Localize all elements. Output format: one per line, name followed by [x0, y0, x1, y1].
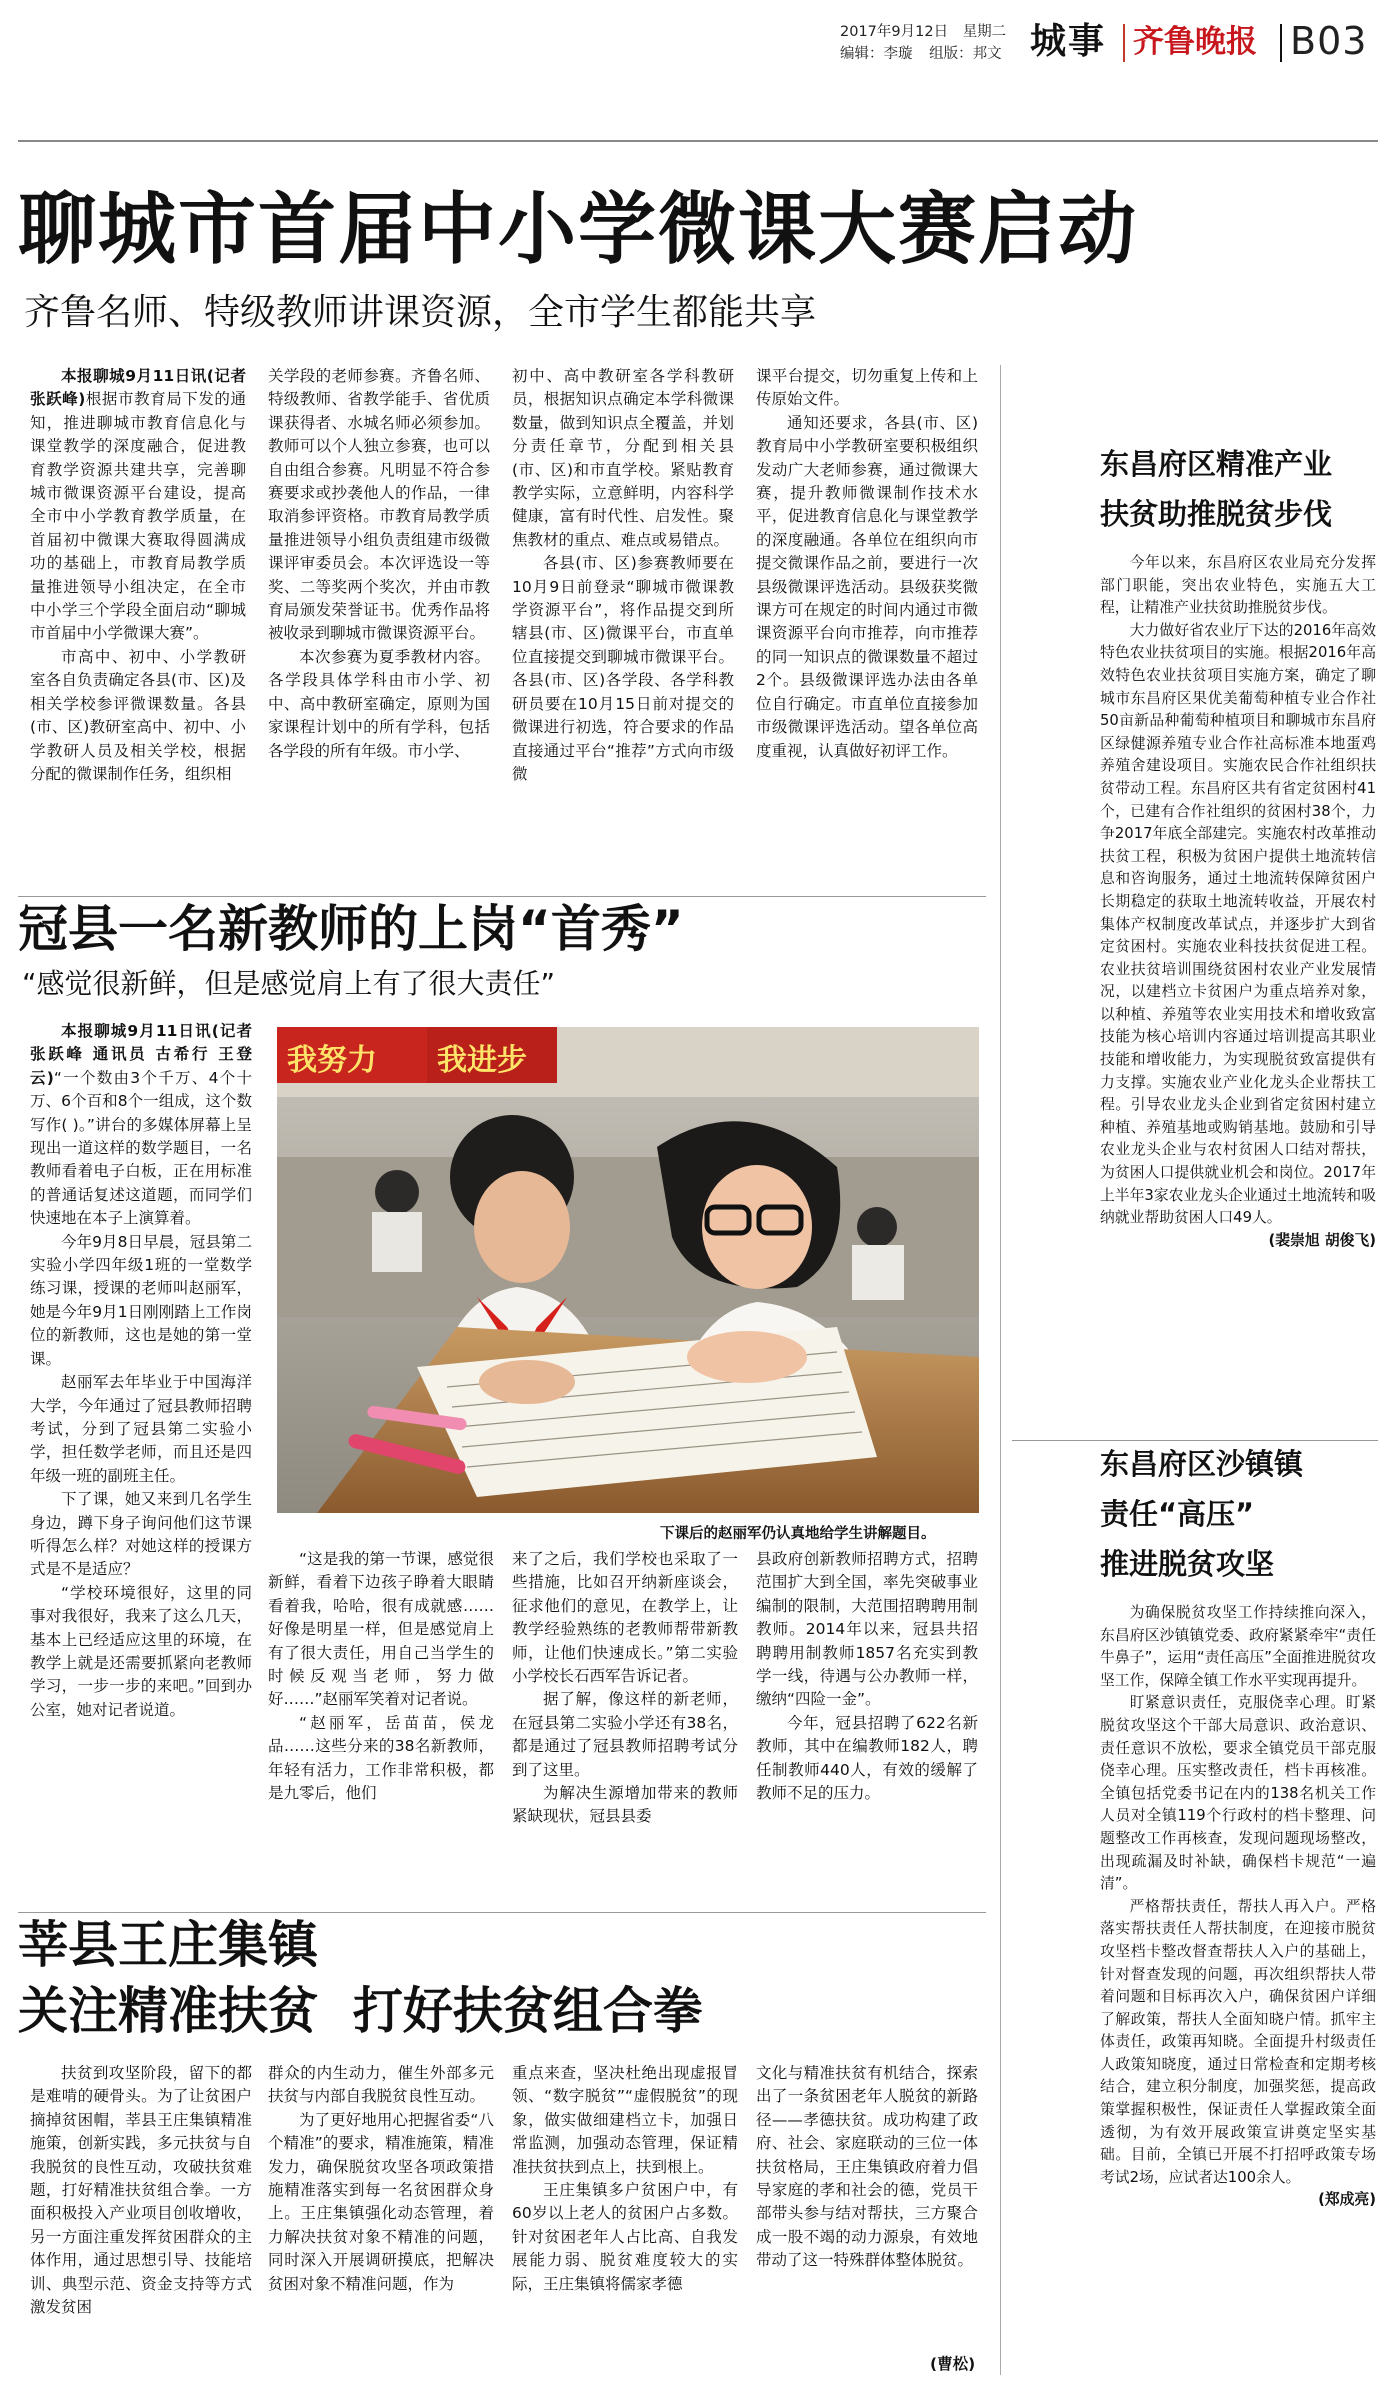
article1-dateline: 本报聊城9月11日讯(记者 张跃峰): [30, 367, 246, 409]
article1-column-2: 关学段的老师参赛。齐鲁名师、特级教师、省教学能手、省优质课获得者、水城名师必须参加。教师可以个人独立参赛，也可以自由组合参赛。凡明显不符合参赛要求或抄袭他人的作品，一律取消参评资格。市教育局教学质量推进领导小组负责组建市级微课评审委员会。本次评选设一等奖、二等奖两个奖次，并由市教育局颁发荣誉证书。优秀作品将被收录到聊城市微课资源平台。 本次参赛为夏季教材内容。各学段具体学科由市小学、初中、高中教研室确定，原则为国家课程计划中的所有学科，包括各学段的所有年级。市小学、: [268, 367, 490, 760]
article3-title-line2: 关注精准扶贫 打好扶贫组合拳: [18, 1982, 703, 2040]
article3-column-3: 重点来查，坚决杜绝出现虚报冒领、“数字脱贫”“虚假脱贫”的现象，做实做细建档立卡，加强日常监测，加强动态管理，保证精准扶贫扶到点上，扶到根上。 王庄集镇多户贫困户中，有60岁以上老人的贫困户占多数。针对贫困老年人占比高、自我发展能力弱、脱贫难度较大的实际，王庄集镇将儒家孝德: [512, 2064, 738, 2293]
photo-banner-1: 我努力: [287, 1043, 377, 1078]
article2-column-1: 本报聊城9月11日讯(记者 张跃峰 通讯员 古希行 王登云)“一个数由3个千万、4个十万、6个百和8个一组成，这个数写作( )。”讲台的多媒体屏幕上呈现出一道这样的数学题目，一名教师看着电子白板，正在用标准的普通话复述这道题，而同学们快速地在本子上演算着。 今年9月8日早晨，冠县第二实验小学四年级1班的一堂数学练习课，授课的老师叫赵丽军，她是今年9月1日刚刚踏上工作岗位的新教师，这也是她的第一堂课。 赵丽军去年毕业于中国海洋大学，今年通过了冠县教师招聘考试，分到了冠县第二实验小学，担任数学老师，而且还是四年级一班的副班主任。 下了课，她又来到几名学生身边，蹲下身子询问他们这节课听得怎么样？对她这样的授课方式是不是适应？ “学校环境很好，这里的同事对我很好，我来了这么几天，基本上已经适应这里的环境，在教学上就是还需要抓紧向老教师学习，一步一步的来吧。”回到办公室，她对记者说道。: [30, 1022, 252, 1719]
side2-title-line3: 推进脱贫攻坚: [1100, 1547, 1275, 1581]
article3-column-1: 扶贫到攻坚阶段，留下的都是难啃的硬骨头。为了让贫困户摘掉贫困帽，莘县王庄集镇精准施策，创新实践，多元扶贫与自我脱贫的良性互动，攻破扶贫难题，打好精准扶贫组合拳。一方面积极投入产业项目创收增收，另一方面注重发挥贫困群众的主体作用，通过思想引导、技能培训、典型示范、资金支持等方式激发贫困: [30, 2064, 252, 2317]
masthead-editors: [840, 42, 1002, 63]
photo-caption: 下课后的赵丽军仍认真地给学生讲解题目。: [660, 1526, 936, 1542]
article3-title-line1: 莘县王庄集镇: [18, 1916, 318, 1974]
sidebar-divider: [1000, 365, 1001, 2375]
issue-date: 2017年9月12日: [840, 24, 949, 40]
side1-body: 今年以来，东昌府区农业局充分发挥部门职能，突出农业特色，实施五大工程，让精准产业扶贫助推脱贫步伐。 大力做好省农业厅下达的2016年高效特色农业扶贫项目的实施。根据2016年高效特色农业扶贫项目实施方案，确定了聊城市东昌府区果优美葡萄种植专业合作社50亩新品种葡萄种植项目和聊城市东昌府区绿健源养殖专业合作社高标准本地蛋鸡养殖舍建设项目。实施农民合作社组织扶贫带动工程。东昌府区共有省定贫困村41个，已建有合作社组织的贫困村38个，力争2017年底全部建完。实施农村改革推动扶贫工程，积极为贫困户提供土地流转信息和咨询服务，通过土地流转保障贫困户长期稳定的获取土地流转收益，开展农村集体产权制度改革试点，并逐步扩大到省定贫困村。实施农业科技扶贫促进工程。农业扶贫培训围绕贫困村农业产业发展情况，以建档立卡贫困户为重点培养对象，以种植、养殖等农业实用技术和增收致富技能为核心培训内容通过培训提高其职业技能和增收能力，为实现脱贫致富提供有力支撑。实施农业产业化龙头企业帮扶工程。引导农业龙头企业到省定贫困村建立种植、养殖基地或购销基地。鼓励和引导农业龙头企业与农村贫困人口结对帮扶，为贫困人口提供就业机会和岗位。2017年上半年3家农业龙头企业通过土地流转和吸纳就业帮助贫困人口49人。 (裴崇旭 胡俊飞): [1100, 552, 1376, 1442]
header-divider-2: [1280, 24, 1282, 62]
section-name: 城事: [1030, 21, 1107, 62]
article1-column-4: 课平台提交，切勿重复上传和上传原始文件。 通知还要求，各县(市、区)教育局中小学教研室要积极组织发动广大老师参赛，通过微课大赛，提升教师微课制作技术水平，促进教育信息化与课堂教学的深度融通。各单位在组织向市提交微课作品之前，要进行一次县级微课评选活动。县级获奖微课方可在规定的时间内通过市微课资源平台向市推荐，向市推荐的同一知识点的微课数量不超过2个。县级微课评选办法由各单位自行确定。市直单位直接参加市级微课评选活动。望各单位高度重视，认真做好初评工作。: [756, 367, 978, 760]
issue-weekday: 星期二: [962, 24, 1007, 40]
article1-title: 聊城市首届中小学微课大赛启动: [18, 185, 1139, 275]
paper-logo: 齐鲁晚报: [1133, 24, 1257, 60]
classroom-photo-illustration: [277, 1027, 979, 1513]
side2-title-line2: 责任“高压”: [1100, 1497, 1255, 1531]
page-number: B03: [1290, 19, 1368, 63]
side1-byline: (裴崇旭 胡俊飞): [1268, 1231, 1376, 1249]
article2-title: 冠县一名新教师的上岗“首秀”: [18, 900, 684, 958]
header-divider-1: [1123, 24, 1125, 62]
side2-body: 为确保脱贫攻坚工作持续推向深入，东昌府区沙镇镇党委、政府紧紧牵牢“责任牛鼻子”，运用“责任高压”全面推进脱贫攻坚工作，保障全镇工作水平实现再提升。 盯紧意识责任，克服侥幸心理。盯紧脱贫攻坚这个干部大局意识、政治意识、责任意识不放松，要求全镇党员干部克服侥幸心理。压实整改责任，档卡再核准。全镇包括党委书记在内的138名机关工作人员对全镇119个行政村的档卡整理、问题整改工作再核查，发现问题现场整改，出现疏漏及时补缺，确保档卡规范“一遍清”。 严格帮扶责任，帮扶人再入户。严格落实帮扶责任人帮扶制度，在迎接市脱贫攻坚档卡整改督查帮扶人入户的基础上，针对督查发现的问题，再次组织帮扶人带着问题和目标再次入户，确保贫困户详细了解政策，帮扶人全面知晓户情。抓牢主体责任，政策再知晓。全面提升村级责任人政策知晓度，通过日常检查和定期考核结合，建立积分制度，加强奖惩，提高政策掌握积极性，保证责任人掌握政策全面透彻，为有效开展政策宣讲奠定坚实基础。目前，全镇已开展不打招呼政策专场考试2场，应试者达100余人。 (郑成亮): [1100, 1602, 1376, 2372]
article2-column-3: 来了之后，我们学校也采取了一些措施，比如召开纳新座谈会，征求他们的意见，在教学上，让教学经验熟练的老教师帮带新教师，让他们快速成长。”第二实验小学校长石西军告诉记者。 据了解，像这样的新老师，在冠县第二实验小学还有38名，都是通过了冠县教师招聘考试分到了这里。 为解决生源增加带来的教师紧缺现状，冠县县委: [512, 1550, 738, 1826]
article2-column-4: 县政府创新教师招聘方式，招聘范围扩大到全国，率先突破事业编制的限制，大范围招聘聘用制教师。2014年以来，冠县共招聘聘用制教师1857名充实到教学一线，待遇与公办教师一样，缴纳“四险一金”。 今年，冠县招聘了622名新教师，其中在编教师182人，聘任制教师440人，有效的缓解了教师不足的压力。: [756, 1550, 978, 1803]
photo-banner-2: 我进步: [437, 1043, 527, 1078]
article2-column-2: “这是我的第一节课，感觉很新鲜，看着下边孩子睁着大眼睛看着我，哈哈，很有成就感……好像是明星一样，但是感觉肩上有了很大责任，用自己当学生的时候反观当老师，努力做好……”赵丽军笑着对记者说。 “赵丽军，岳苗苗，侯龙品……这些分来的38名新教师，年轻有活力，工作非常积极，都是九零后，他们: [268, 1550, 494, 1803]
article1-column-3: 初中、高中教研室各学科教研员，根据知识点确定本学科微课数量，做到知识点全覆盖，并划分责任章节，分配到相关县(市、区)和市直学校。紧贴教育教学实际，立意鲜明，内容科学健康，富有时代性、启发性。聚焦教材的重点、难点或易错点。 各县(市、区)参赛教师要在10月9日前登录“聊城市微课教学资源平台”，将作品提交到所辖县(市、区)微课平台，市直单位直接提交到聊城市微课平台。各县(市、区)各学段、各学科教研员要在10月15日前对提交的微课进行初选，符合要求的作品直接通过平台“推荐”方式向市级微: [512, 367, 734, 783]
article1-column-1: 本报聊城9月11日讯(记者 张跃峰)根据市教育局下发的通知，推进聊城市教育信息化与课堂教学的深度融合，促进教育教学资源共建共享，完善聊城市微课资源平台建设，提高全市中小学教育教学质量，在首届初中微课大赛取得圆满成功的基础上，市教育局教学质量推进领导小组决定，在全市中小学三个学段全面启动“聊城市首届中小学微课大赛”。 市高中、初中、小学教研室各自负责确定各县(市、区)及相关学校参评微课数量。各县(市、区)教研室高中、初中、小学教研人员及相关学校，根据分配的微课制作任务，组织相: [30, 367, 246, 783]
editor-credit: 编辑：李璇: [840, 46, 913, 62]
header-rule: [18, 140, 1378, 142]
article1-subtitle: 齐鲁名师、特级教师讲课资源，全市学生都能共享: [24, 292, 817, 333]
article3-column-4: 文化与精准扶贫有机结合，探索出了一条贫困老年人脱贫的新路径——孝德扶贫。成功构建了政府、社会、家庭联动的三位一体扶贫格局，王庄集镇政府着力倡导家庭的孝和社会的德，党员干部带头参与结对帮扶，三方聚合成一股不竭的动力源泉，有效地带动了这一特殊群体整体脱贫。: [756, 2064, 978, 2270]
side2-byline: (郑成亮): [1318, 2191, 1376, 2209]
side1-title-line1: 东昌府区精准产业: [1100, 447, 1333, 481]
article3-column-2: 群众的内生动力，催生外部多元扶贫与内部自我脱贫良性互动。 为了更好地用心把握省委“八个精准”的要求，精准施策，精准发力，确保脱贫攻坚各项政策措施精准落实到每一名贫困群众身上。王庄集镇强化动态管理，着力解决扶贫对象不精准的问题，同时深入开展调研摸底，把解决贫困对象不精准问题，作为: [268, 2064, 494, 2293]
side1-title-line2: 扶贫助推脱贫步伐: [1100, 497, 1333, 531]
article2-dateline: 本报聊城9月11日讯(记者 张跃峰 通讯员 古希行 王登云): [30, 1022, 252, 1087]
masthead-date: [840, 20, 1006, 41]
layout-credit: 组版：邦文: [929, 46, 1002, 62]
classroom-photo: [277, 1027, 979, 1513]
article2-subtitle: “感觉很新鲜，但是感觉肩上有了很大责任”: [22, 967, 556, 1000]
article3-byline: (曹松): [930, 2355, 976, 2373]
side2-title-line1: 东昌府区沙镇镇: [1100, 1447, 1304, 1481]
article1-bottom-rule: [18, 896, 986, 897]
